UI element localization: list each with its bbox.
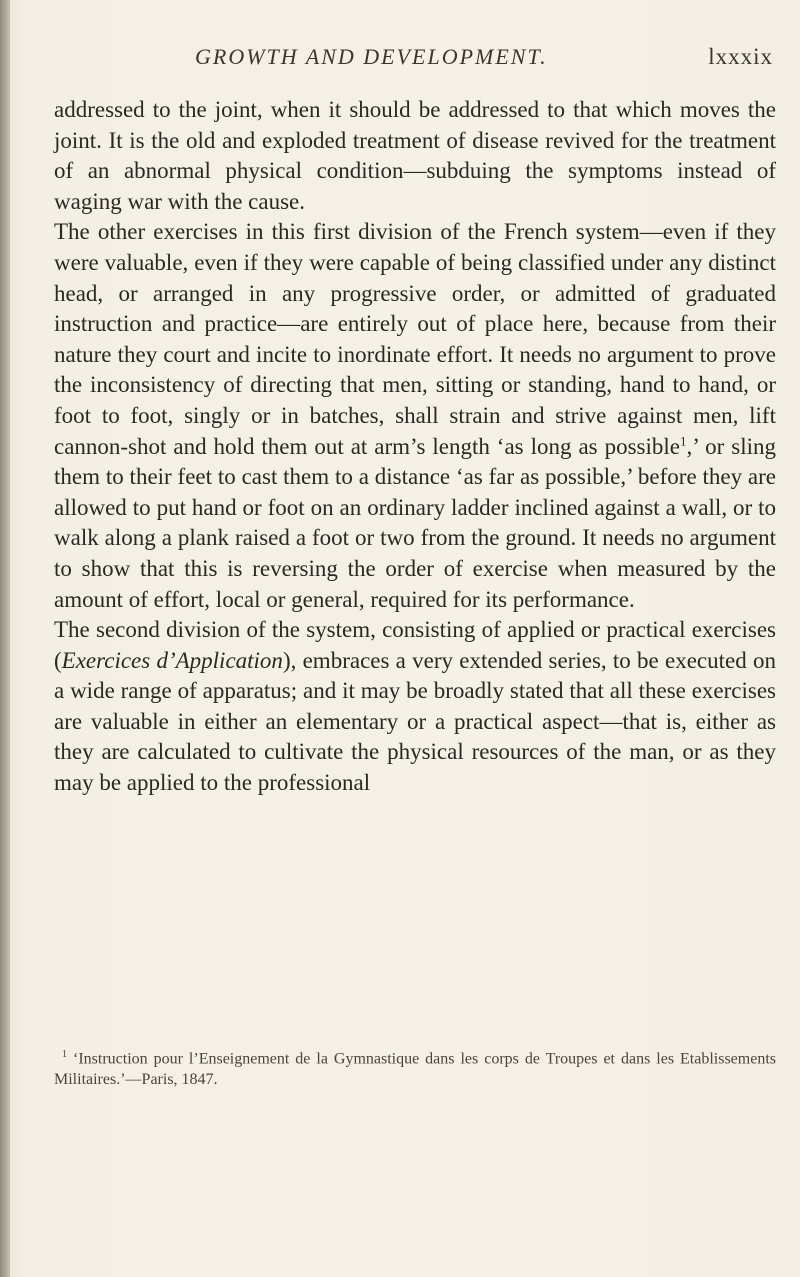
paragraph-2: [54, 217, 776, 615]
paragraph-3-text-a: The second division of the system, consisting of applied or practical exercises (: [54, 617, 776, 673]
page-number: lxxxix: [708, 44, 773, 69]
paragraph-1: [54, 95, 776, 217]
running-head: GROWTH AND DEVELOPMENT.: [195, 44, 548, 69]
footnote-marker: 1: [62, 1049, 67, 1060]
footnote: [54, 1044, 776, 1090]
paragraph-1-text: addressed to the joint, when it should be addressed to that which moves the joint. It is the old and exploded treatment of disease revived for the treatment of an abnormal physical condition—subduing the symptoms instead of waging war with the cause.: [54, 97, 776, 214]
paragraph-2-text-b: ,’ or sling them to their feet to cast them to a distance ‘as far as possible,’ before they are allowed to put hand or foot on an ordinary ladder inclined against a wall, or to walk along a plank raised a foot or two from the ground. It needs no argument to show that this is reversing the order of exercise when measured by the amount of effort, local or general, required for its performance.: [54, 433, 776, 612]
book-spine-shadow: [0, 0, 10, 1277]
paragraph-3-italic-title: Exercices d’Application: [61, 647, 283, 673]
page-header: [195, 44, 773, 78]
paragraph-3: [54, 615, 776, 799]
footnote-text: ‘Instruction pour l’Enseignement de la Gymnastique dans les corps de Troupes et dans les Etablissements Militaires.’—Paris, 1847.: [54, 1050, 776, 1089]
paragraph-3-text-b: ), embraces a very extended series, to be executed on a wide range of apparatus; and it may be broadly stated that all these exercises are valuable in either an elementary or a practical aspect—that is, either as they are calculated to cultivate the physical resources of the man, or as they may be applied to the professional: [54, 647, 776, 796]
paragraph-2-text-a: The other exercises in this first division of the French system—even if they were valuable, even if they were capable of being classified under any distinct head, or arranged in any progressive order, or admitted of graduated instruction and practice—are entirely out of place here, because from their nature they court and incite to inordinate effort. It needs no argument to prove the inconsistency of directing that men, sitting or standing, hand to hand, or foot to foot, singly or in batches, shall strain and strive against men, lift cannon-shot and hold them out at arm’s length ‘as long as possible: [54, 219, 776, 459]
body-text: [54, 95, 776, 799]
footnote-reference: 1: [679, 432, 687, 448]
